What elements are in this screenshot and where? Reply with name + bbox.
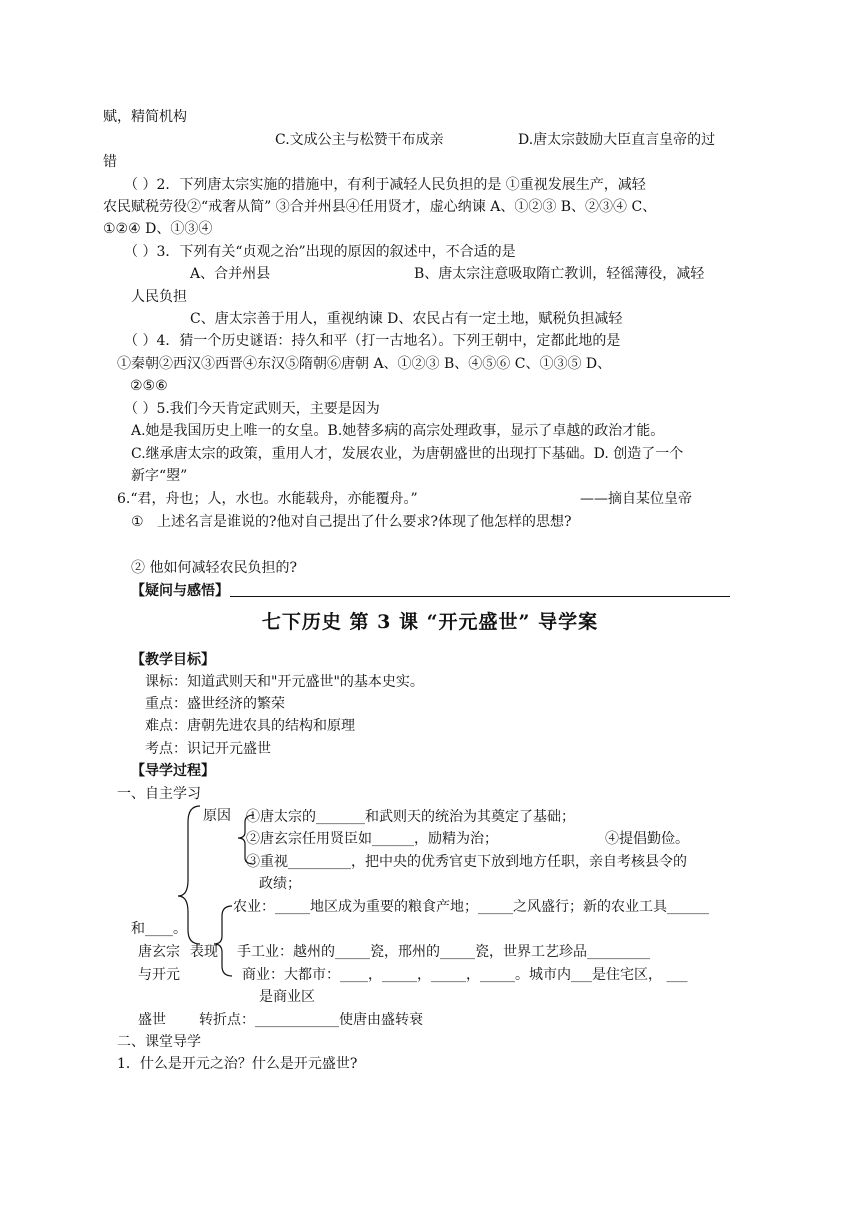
reason-label: 原因 [203,808,231,824]
process-heading: 【导学过程】 [131,763,215,779]
commerce-continuation: 是商业区 [259,989,315,1005]
q5-line-3: C.继承唐太宗的政策，重用人才，发展农业，为唐朝盛世的出现打下基础。D. 创造了一个 [131,446,684,462]
handicraft: 手工业：越州的_____瓷，邢州的_____瓷，世界工艺珍品_________ [237,944,650,960]
q2-line-1: （ ）2．下列唐太宗实施的措施中，有利于减轻人民负担的是 ①重视发展生产，减轻 [124,177,646,193]
q1-option-c: C.文成公主与松赞干布成亲 [275,132,444,148]
reason-3: ③重视_________，把中央的优秀官吏下放到地方任职，亲自考核县令的 [246,854,687,870]
q6-source: ——摘自某位皇帝 [580,491,692,507]
left-label-3: 盛世 [138,1012,166,1028]
q6-sub1-number: ① [131,514,144,530]
goals-heading: 【教学目标】 [131,652,215,668]
q5-line-2: A.她是我国历史上唯一的女皇。B.她替多病的高宗处理政事，显示了卓越的政治才能。 [131,423,665,439]
q6-sub1: 上述名言是谁说的?他对自己提出了什么要求?体现了他怎样的思想? [157,514,572,530]
q2-line-2: 农民赋税劳役②“戒奢从简” ③合并州县④任用贤才，虚心纳谏 A、①②③ B、②③④ C、 [103,199,657,215]
q4-line-1: （ ）4．猜一个历史谜语：持久和平（打一古地名）。下列王朝中，定都此地的是 [124,333,621,349]
q5-line-4: 新字“曌” [131,468,188,484]
q3-option-a: A、合并州县 [190,266,271,282]
q1-option-d-continuation: 错 [103,154,117,170]
q6-quote: 6.“君，舟也；人，水也。水能载舟，亦能覆舟。” [117,491,418,507]
reason-1: ①唐太宗的_______和武则天的统治为其奠定了基础； [246,809,575,825]
left-label-2: 与开元 [138,967,180,983]
commerce: 商业：大都市：____，_____，_____，_____。城市内___是住宅区， ___ [242,967,688,983]
reflection-label: 【疑问与感悟】 [131,583,229,599]
q2-line-3: ①②④ D、①③④ [103,221,213,237]
q6-sub2: ② 他如何减轻农民负担的? [131,560,297,576]
q3-option-b-continuation: 人民负担 [131,289,187,305]
left-label-1: 唐玄宗 [138,944,180,960]
section-self-study: 一、自主学习 [117,786,201,802]
q1-option-d: D.唐太宗鼓励大臣直言皇帝的过 [518,132,716,148]
q4-line-3: ②⑤⑥ [130,378,168,394]
section-class-guide: 二、课堂导学 [117,1034,201,1050]
q3-line-1: （ ）3．下列有关“贞观之治”出现的原因的叙述中，不合适的是 [124,244,516,260]
performance-label: 表现 [190,944,218,960]
lesson-title: 七下历史 第 3 课 “开元盛世” 导学案 [261,611,599,633]
agriculture: 农业：_____地区成为重要的粮食产地；_____之风盛行；新的农业工具______ [233,899,709,915]
goal-key-point: 重点：盛世经济的繁荣 [145,696,285,712]
reason-2: ②唐玄宗任用贤臣如______，励精为治； [246,831,498,847]
agriculture-continuation: 和____。 [131,921,187,937]
q3-options-cd: C、唐太宗善于用人，重视纳谏 D、农民占有一定土地，赋税负担减轻 [190,311,623,327]
turning-point: 转折点：____________使唐由盛转衰 [199,1012,423,1028]
goal-exam-point: 考点：识记开元盛世 [145,741,271,757]
q3-option-b: B、唐太宗注意吸取隋亡教训，轻徭薄役，减轻 [414,266,705,282]
q5-line-1: （ ）5.我们今天肯定武则天，主要是因为 [124,401,380,417]
performance-brace [214,906,232,976]
goal-standard: 课标：知道武则天和"开元盛世"的基本史实。 [145,674,424,690]
q1-continuation: 赋，精简机构 [103,109,187,125]
reason-3-continuation: 政绩； [259,876,301,892]
reason-4: ④提倡勤俭。 [605,831,689,847]
q4-line-2: ①秦朝②西汉③西晋④东汉⑤隋朝⑥唐朝 A、①②③ B、④⑤⑥ C、①③⑤ D、 [117,356,612,372]
class-question-1: 1．什么是开元之治？什么是开元盛世? [117,1056,358,1072]
goal-difficulty: 难点：唐朝先进农具的结构和原理 [145,718,355,734]
